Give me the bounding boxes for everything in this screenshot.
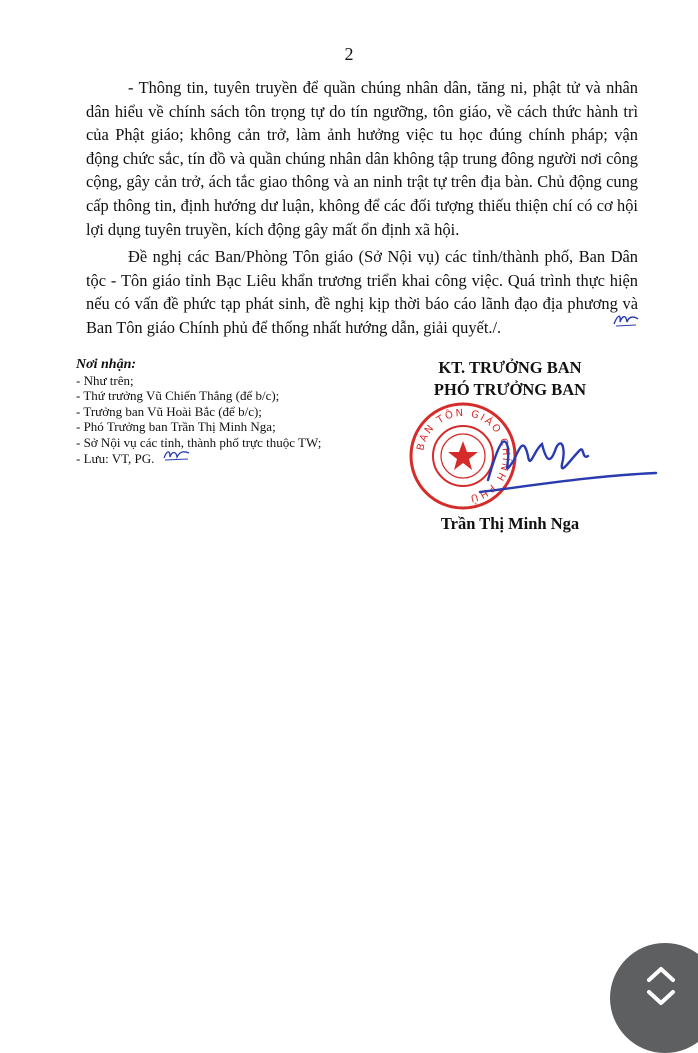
chevron-up-icon[interactable] bbox=[646, 965, 676, 983]
recipient-item: - Trưởng ban Vũ Hoài Bắc (để b/c); bbox=[76, 403, 262, 419]
paragraph-2 bbox=[86, 245, 638, 339]
paragraph-text: - Thông tin, tuyên truyền để quần chúng nhân dân, tăng ni, phật tử và nhân dân hiểu về chính sách tôn trọng tự do tín ngưỡng, tôn giáo, về cách thức hành trì của Phật giáo; không cản trở, làm ảnh hưởng việc tu học đúng chính pháp; vận động chức sắc, tín đồ và quần chúng nhân dân không tập trung đông người nơi công cộng, gây cản trở, ách tắc giao thông và an ninh trật tự trên địa bàn. Chủ động cung cấp thông tin, định hướng dư luận, không để các đối tượng thiếu thiện chí có cơ hội lợi dụng tuyên truyền, kích động gây mất ổn định xã hội. bbox=[86, 78, 638, 239]
recipient-item: - Sở Nội vụ các tỉnh, thành phố trực thuộc TW; bbox=[76, 434, 322, 450]
page-number: 2 bbox=[344, 44, 354, 64]
signer-role-line1: KT. TRƯỞNG BAN bbox=[438, 358, 582, 377]
handwritten-initial-icon bbox=[612, 310, 640, 328]
recipient-item: - Thứ trưởng Vũ Chiến Thắng (để b/c); bbox=[76, 388, 280, 404]
recipient-item: - Phó Trưởng ban Trần Thị Minh Nga; bbox=[76, 419, 276, 435]
signature-block bbox=[410, 357, 610, 401]
recipients-title: Nơi nhận: bbox=[76, 357, 137, 372]
recipients-list bbox=[76, 357, 376, 466]
signer-role-line2: PHÓ TRƯỞNG BAN bbox=[433, 380, 587, 399]
signer-name: Trần Thị Minh Nga bbox=[440, 514, 580, 533]
chevron-down-icon[interactable] bbox=[646, 989, 676, 1007]
handwritten-signature-icon bbox=[470, 420, 660, 500]
handwritten-initial-icon bbox=[162, 446, 192, 462]
paragraph-text: Đề nghị các Ban/Phòng Tôn giáo (Sở Nội vụ) các tỉnh/thành phố, Ban Dân tộc - Tôn giáo tỉnh Bạc Liêu khẩn trương triển khai công việc. Quá trình thực hiện nếu có vấn đề phức tạp phát sinh, đề nghị kịp thời báo cáo lãnh đạo địa phương và Ban Tôn giáo Chính phủ để thống nhất hướng dẫn, giải quyết./. bbox=[86, 247, 638, 337]
recipient-item: - Lưu: VT, PG. bbox=[76, 450, 155, 466]
seal-text: BAN TÔN GIÁO CHÍNH PHỦ bbox=[415, 407, 512, 504]
paragraph-1 bbox=[86, 76, 638, 241]
scroll-nav-button[interactable] bbox=[610, 943, 698, 1053]
recipient-item: - Như trên; bbox=[76, 372, 134, 388]
